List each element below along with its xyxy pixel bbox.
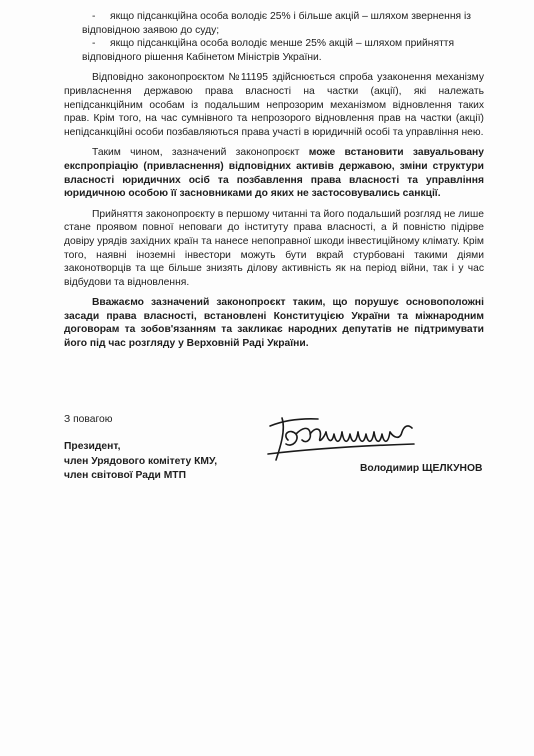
paragraph-conclusion: [64, 146, 484, 200]
signer-title-1: Президент,: [64, 441, 121, 452]
bullet-text-line2: відповідною заявою до суду;: [82, 24, 220, 36]
signer-name: Володимир ЩЕЛКУНОВ: [360, 463, 483, 474]
paragraph-conclusion-lead: Таким чином, зазначений законопроєкт: [92, 147, 309, 159]
bullet-text-line2: відповідного рішення Кабінетом Міністрів України.: [82, 51, 322, 63]
paragraph-appeal: [64, 296, 484, 350]
signer-title-3: член світової Ради МТП: [64, 470, 186, 481]
bullet-text-line1: якщо підсанкційна особа володіє менше 25% акцій – шляхом прийняття: [110, 38, 455, 50]
list-item: [64, 37, 484, 64]
closing-salutation: З повагою: [64, 414, 113, 425]
handwritten-signature: [262, 404, 420, 466]
bullet-dash: -: [92, 11, 96, 22]
bullet-text-line1: якщо підсанкційна особа володіє 25% і більше акцій – шляхом звернення із: [110, 11, 471, 22]
letter-body: [64, 10, 484, 351]
signer-titles: [64, 440, 217, 484]
paragraph-consequences: Прийняття законопроєкту в першому читанні та його подальший розгляд не лише стане проявом повної неповаги до інституту права власності, а й повністю підірве довіру урядів західних країн та нанесе непоправної шкоди інвестиційному клімату. Крім того, наявні іноземні інвестори можуть бути вкрай стурбовані такими діями законотворців та ще більше знизять ділову активність як на період війни, так і у час відбудови та відновлення.: [64, 208, 484, 288]
signer-title-2: член Урядового комітету КМУ,: [64, 455, 218, 467]
bullet-dash: -: [92, 38, 96, 50]
list-item: [64, 10, 484, 37]
paragraph-conclusion-bold: може встановити завуальовану експропріацію (привласнення) відповідних активів державою, зміни структури власності юридичних осіб та позбавлення права власності та управління юридичною особою її засновниками до яких не застосовувались санкції.: [64, 147, 484, 200]
paragraph-appeal-bold: Вважаємо зазначений законопроєкт таким, що порушує основоположні засади права власності, встановлені Конституцією України та міжнародним договорам та зобов'язанням та закликає народних депутатів не підтримувати його під час розгляду у Верховній Раді України.: [64, 297, 484, 350]
paragraph-bill-mechanism: Відповідно законопроєктом №11195 здійснюється спроба узаконення механізму привласнення державою права власності на частки (акції), які належать непідсанкційним особам із подальшим непрозорим механізмом відновлення таких прав. Крім того, на час сумнівного та непрозорого відновлення прав на частки (акції) непідсанкційні особи позбавляються права участі в юридичній особі та управління нею.: [64, 72, 484, 138]
